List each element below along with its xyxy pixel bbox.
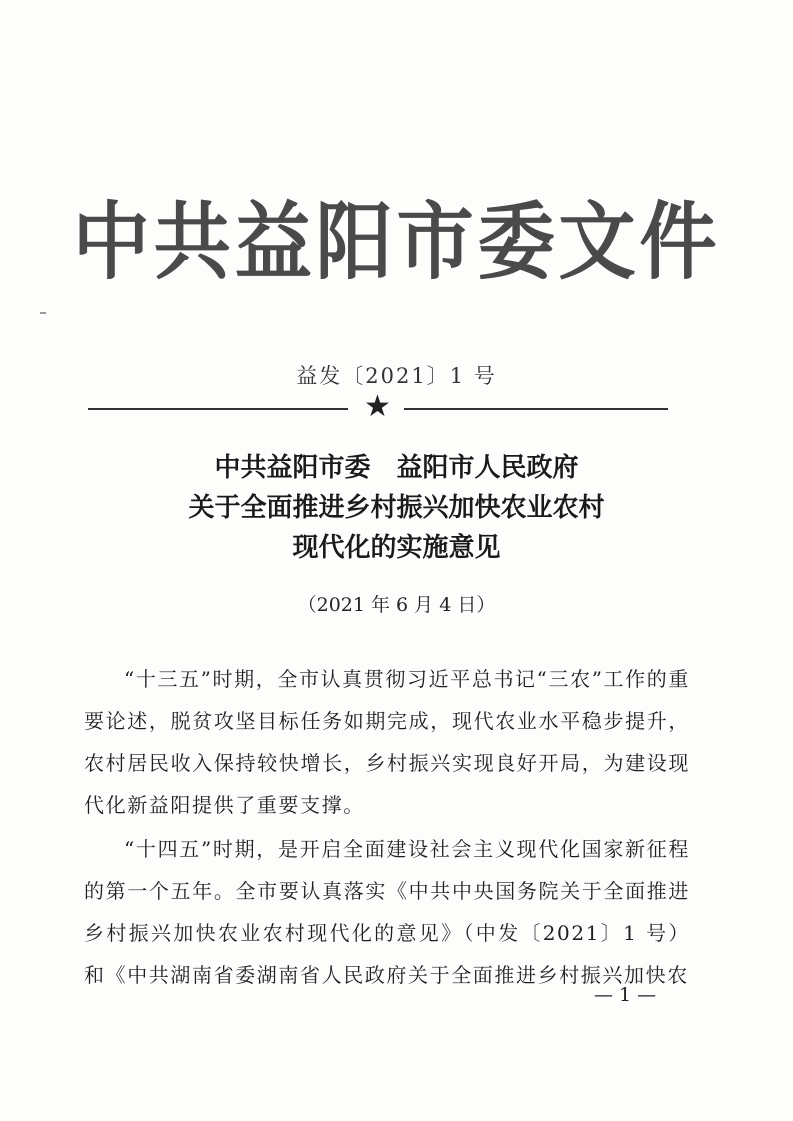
scan-mark <box>40 312 46 314</box>
divider-line-right <box>404 408 668 410</box>
paragraph: “十四五”时期，是开启全面建设社会主义现代化国家新征程的第一个五年。全市要认真落实《中共中央国务院关于全面推进乡村振兴加快农业农村现代化的意见》（中发〔2021〕1 号）和《中共湖南省委湖南省人民政府关于全面推进乡村振兴加快农 <box>84 837 690 987</box>
header-divider <box>88 389 668 424</box>
divider-line-left <box>88 408 348 410</box>
masthead-title: 中共益阳市委文件 <box>72 193 721 291</box>
page-number: — 1 — <box>594 984 657 1006</box>
title-line: 关于全面推进乡村振兴加快农业农村 <box>188 493 605 523</box>
document-number: 益发〔2021〕1 号 <box>296 364 497 388</box>
document-title <box>0 448 793 568</box>
paragraph: “十三五”时期，全市认真贯彻习近平总书记“三农”工作的重要论述，脱贫攻坚目标任务如期完成，现代农业水平稳步提升，农村居民收入保持较快增长，乡村振兴实现良好开局，为建设现代化新益阳提供了重要支撑。 <box>84 667 690 817</box>
star-icon: ★ <box>364 389 391 424</box>
title-line: 现代化的实施意见 <box>292 533 501 563</box>
body-text <box>84 658 690 998</box>
title-line: 中共益阳市委 益阳市人民政府 <box>214 453 579 483</box>
document-date: （2021 年 6 月 4 日） <box>297 594 496 616</box>
